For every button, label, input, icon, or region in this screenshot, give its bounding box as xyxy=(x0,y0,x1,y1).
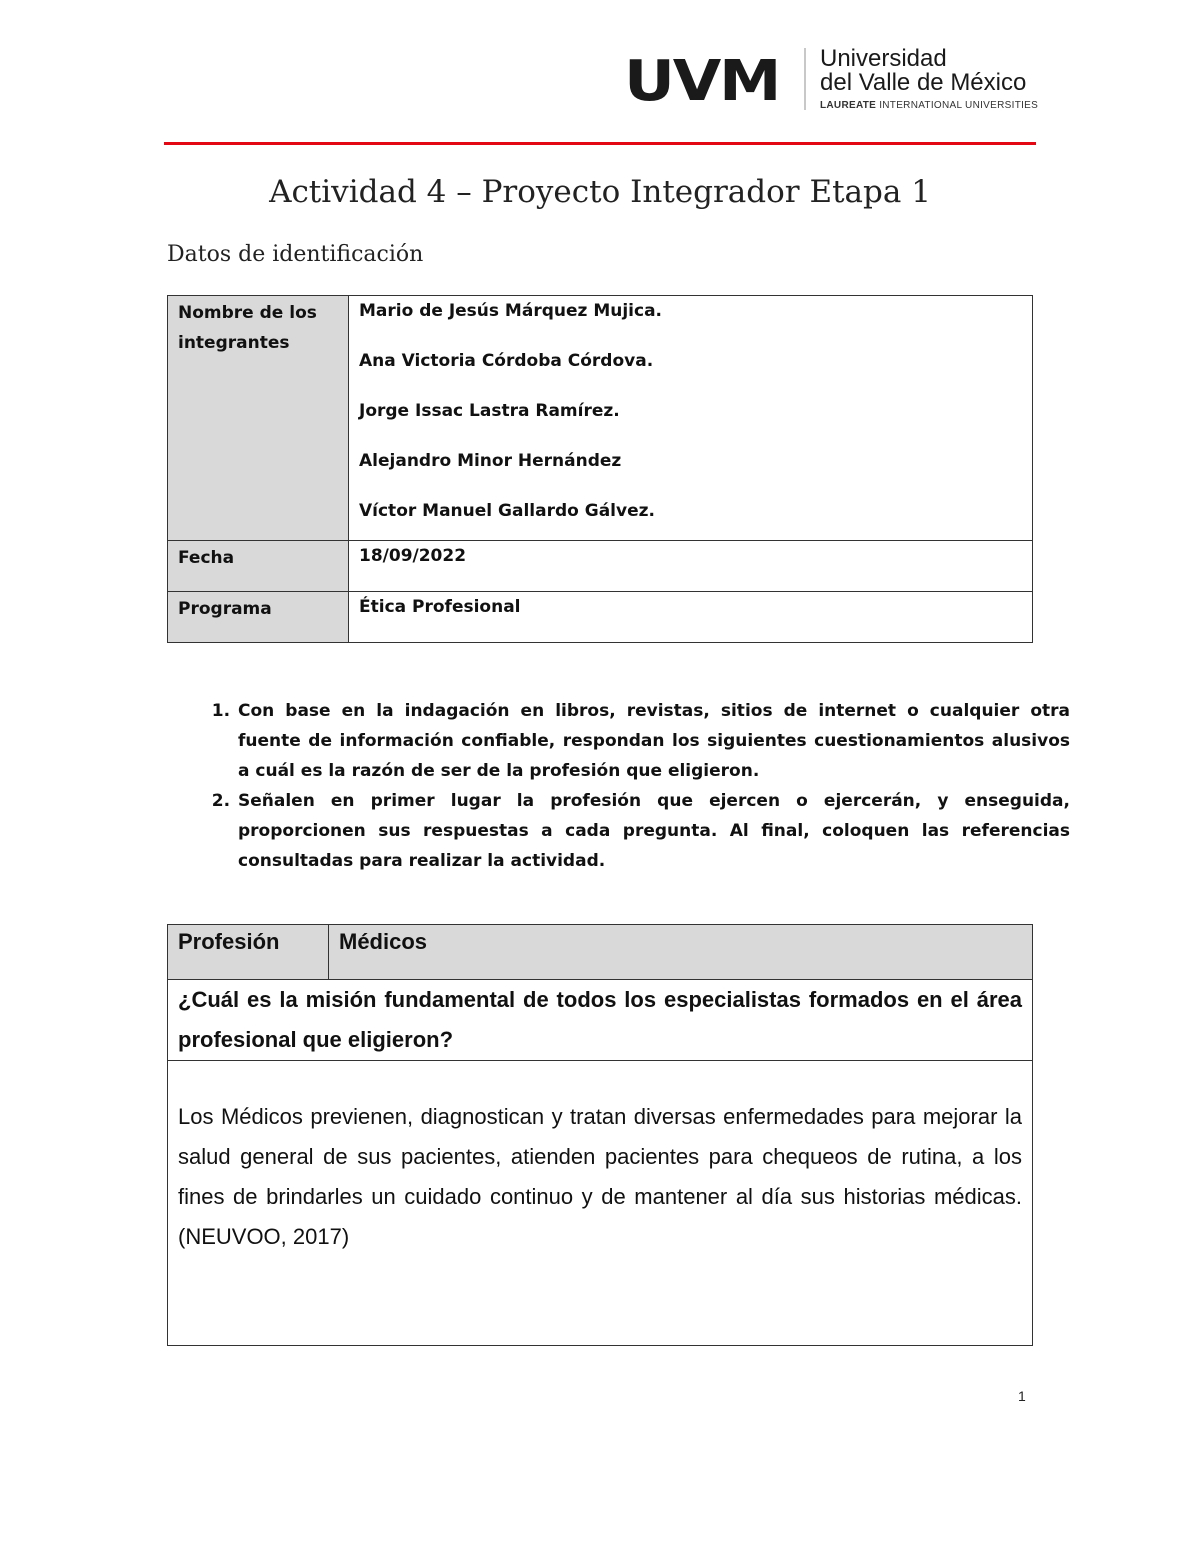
date-label: Fecha xyxy=(168,541,349,592)
date-value-cell xyxy=(349,541,1033,592)
header-red-rule xyxy=(164,142,1036,145)
laureate-bold: LAUREATE xyxy=(820,100,877,111)
question-row xyxy=(168,980,1033,1061)
member-name: Víctor Manuel Gallardo Gálvez. xyxy=(359,501,655,521)
member-name: Alejandro Minor Hernández xyxy=(359,451,622,471)
answer-text: Los Médicos previenen, diagnostican y tratan diversas enfermedades para mejorar la salud general de sus pacientes, atienden pacientes para chequeos de rutina, a los fines de brindarles un cuidado continuo y de mantener al día sus historias médicas. (NEUVOO, 2017) xyxy=(168,1061,1033,1346)
member-name: Ana Victoria Córdoba Córdova. xyxy=(359,351,654,371)
university-logo xyxy=(624,44,1044,116)
member-name: Jorge Issac Lastra Ramírez. xyxy=(359,401,620,421)
page-number: 1 xyxy=(1018,1388,1026,1404)
answer-row xyxy=(168,1061,1033,1346)
identification-table xyxy=(167,295,1033,643)
program-label: Programa xyxy=(168,592,349,643)
laureate-rest: INTERNATIONAL UNIVERSITIES xyxy=(876,100,1039,111)
section-subtitle: Datos de identificación xyxy=(167,242,424,267)
instruction-item: 1. Con base en la indagación en libros, revistas, sitios de internet o cualquier otra fuente de información confiable, respondan los siguientes cuestionamientos alusivos a cuál es la razón de ser de la profesión que eligieron. xyxy=(236,696,1070,786)
laureate-tagline xyxy=(820,100,1038,111)
program-value-cell xyxy=(349,592,1033,643)
profession-label: Profesión xyxy=(168,925,329,980)
profession-value: Médicos xyxy=(329,925,1033,980)
uvm-logo-text: UVM xyxy=(624,49,780,114)
profession-row xyxy=(168,925,1033,980)
members-label: Nombre de los integrantes xyxy=(168,296,349,541)
university-name-line2: del Valle de México xyxy=(820,69,1027,96)
logo-separator xyxy=(804,48,806,110)
instructions-list xyxy=(200,696,1070,876)
members-list xyxy=(349,296,1033,541)
member-name: Mario de Jesús Márquez Mujica. xyxy=(359,301,662,321)
members-row xyxy=(168,296,1033,541)
document-title: Actividad 4 – Proyecto Integrador Etapa 1 xyxy=(269,174,931,210)
date-value: 18/09/2022 xyxy=(359,546,467,566)
instruction-item: 2. Señalen en primer lugar la profesión que ejercen o ejercerán, y enseguida, proporcionen sus respuestas a cada pregunta. Al final, coloquen las referencias consultadas para realizar la actividad. xyxy=(236,786,1070,876)
question-text: ¿Cuál es la misión fundamental de todos los especialistas formados en el área profesional que eligieron? xyxy=(168,980,1033,1061)
program-row xyxy=(168,592,1033,643)
date-row xyxy=(168,541,1033,592)
university-name-line1: Universidad xyxy=(820,45,947,72)
program-value: Ética Profesional xyxy=(359,597,521,617)
profession-table xyxy=(167,924,1033,1346)
